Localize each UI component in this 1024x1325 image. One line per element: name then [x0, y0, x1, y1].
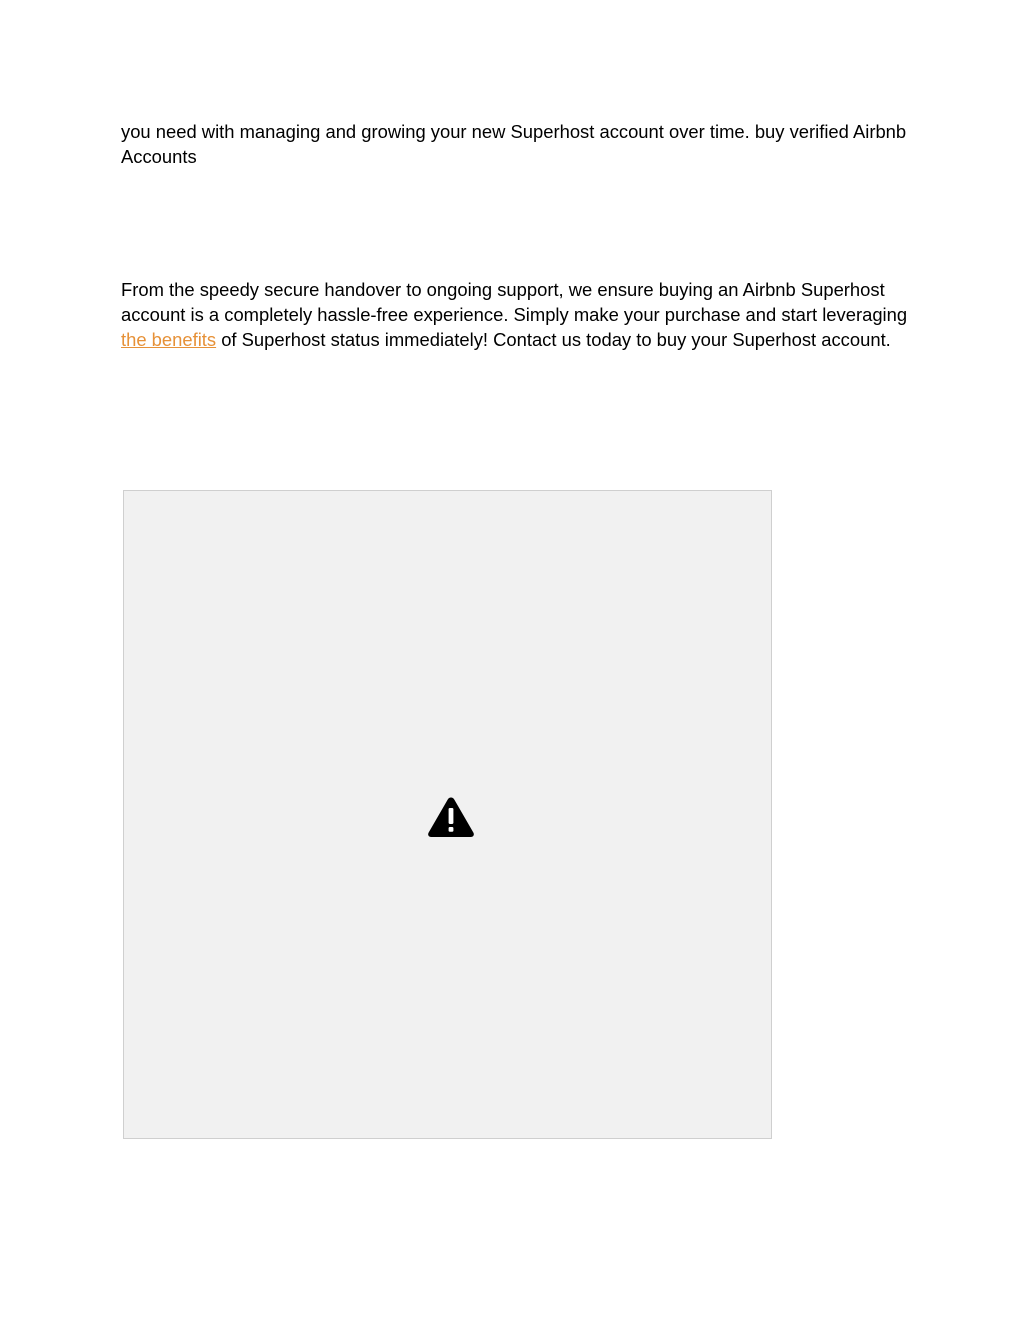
- paragraph-text-after-link: of Superhost status immediately! Contact us today to buy your Superhost account.: [216, 329, 891, 351]
- paragraph-text-before-link: From the speedy secure handover to ongoing support, we ensure buying an Airbnb Superhost account is a completely hassle-free experience. Simply make your purchase and start leveraging: [121, 279, 908, 326]
- broken-image-placeholder: [123, 490, 772, 1139]
- paragraph-continuation: you need with managing and growing your new Superhost account over time. buy verified Airbnb Accounts: [121, 121, 907, 168]
- benefits-link[interactable]: the benefits: [121, 329, 217, 351]
- warning-triangle-icon: [427, 796, 475, 838]
- paragraph-summary: [121, 277, 911, 353]
